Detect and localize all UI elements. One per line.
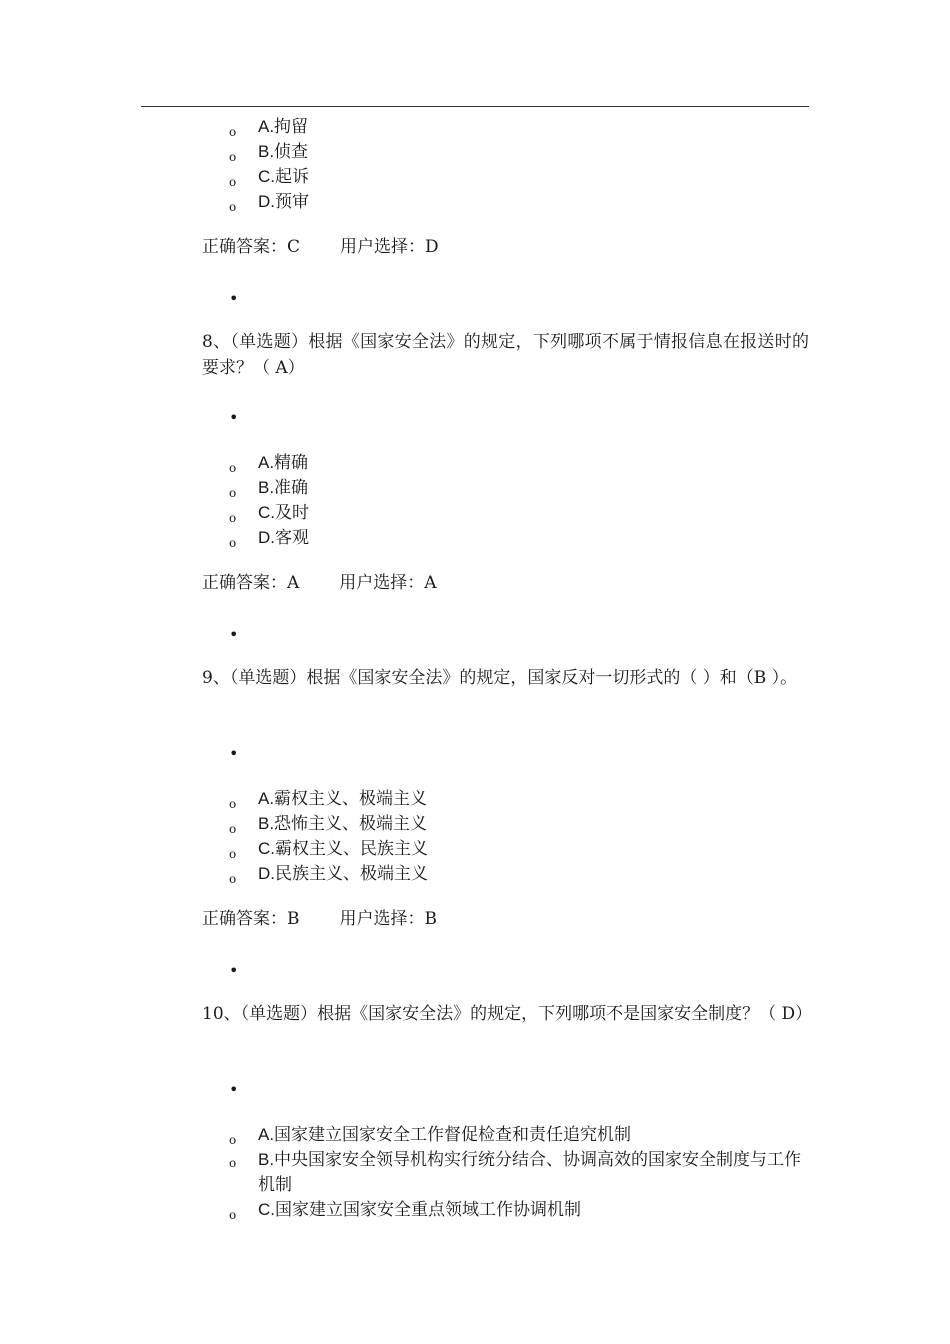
q9-option-b: o B.恐怖主义、极端主义: [229, 811, 427, 842]
circle-bullet-icon: o: [229, 486, 237, 500]
circle-bullet-icon: o: [229, 797, 237, 811]
q7-correct-answer: 正确答案：C: [202, 237, 301, 257]
q8-user-choice: 用户选择：A: [339, 573, 437, 593]
circle-bullet-icon: o: [229, 1208, 237, 1222]
circle-bullet-icon: o: [229, 1156, 237, 1170]
q7-option-b: o B.侦查: [229, 139, 308, 170]
circle-bullet-icon: o: [229, 536, 237, 550]
q9-option-d: o D.民族主义、极端主义: [229, 861, 428, 892]
q10-option-b: o B.中央国家安全领导机构实行统分结合、协调高效的国家安全制度与工作机制: [229, 1147, 809, 1197]
q9-answer-line: [202, 907, 437, 932]
q8-option-b: o B.准确: [229, 475, 308, 506]
q8-option-c: o C.及时: [229, 500, 309, 531]
bullet-icon: •: [229, 625, 239, 644]
q8-answer-line: [202, 571, 437, 596]
q7-user-choice: 用户选择：D: [340, 237, 439, 257]
circle-bullet-icon: o: [229, 461, 237, 475]
q10-option-a: o A.国家建立国家安全工作督促检查和责任追究机制: [229, 1122, 631, 1153]
bullet-icon: •: [229, 289, 239, 308]
bullet-icon: •: [229, 408, 239, 427]
q9-option-c: o C.霸权主义、民族主义: [229, 836, 428, 867]
circle-bullet-icon: o: [229, 150, 237, 164]
q9-correct-answer: 正确答案：B: [202, 909, 300, 929]
circle-bullet-icon: o: [229, 872, 237, 886]
top-divider: [141, 106, 809, 107]
q7-answer-line: [202, 235, 439, 260]
q9-option-a: o A.霸权主义、极端主义: [229, 786, 427, 817]
q8-option-a: o A.精确: [229, 450, 308, 481]
q10-question: 10、（单选题）根据《国家安全法》的规定，下列哪项不是国家安全制度？（ D）: [202, 1004, 813, 1024]
circle-bullet-icon: o: [229, 822, 237, 836]
q9-question: 9、（单选题）根据《国家安全法》的规定，国家反对一切形式的（ ）和（B ）。: [202, 668, 798, 688]
circle-bullet-icon: o: [229, 200, 237, 214]
q9-user-choice: 用户选择：B: [339, 909, 437, 929]
bullet-icon: •: [229, 961, 239, 980]
q7-option-c: o C.起诉: [229, 164, 309, 195]
circle-bullet-icon: o: [229, 175, 237, 189]
q7-option-d: o D.预审: [229, 189, 309, 220]
q7-option-a: o A.拘留: [229, 114, 308, 145]
q8-question: 8、（单选题）根据《国家安全法》的规定，下列哪项不属于情报信息在报送时的要求？（ A）: [202, 332, 809, 378]
circle-bullet-icon: o: [229, 847, 237, 861]
bullet-icon: •: [229, 744, 239, 763]
circle-bullet-icon: o: [229, 511, 237, 525]
q8-correct-answer: 正确答案：A: [202, 573, 300, 593]
q10-option-c: o C.国家建立国家安全重点领域工作协调机制: [229, 1197, 581, 1228]
q8-option-d: o D.客观: [229, 525, 309, 556]
bullet-icon: •: [229, 1080, 239, 1099]
circle-bullet-icon: o: [229, 125, 237, 139]
circle-bullet-icon: o: [229, 1133, 237, 1147]
